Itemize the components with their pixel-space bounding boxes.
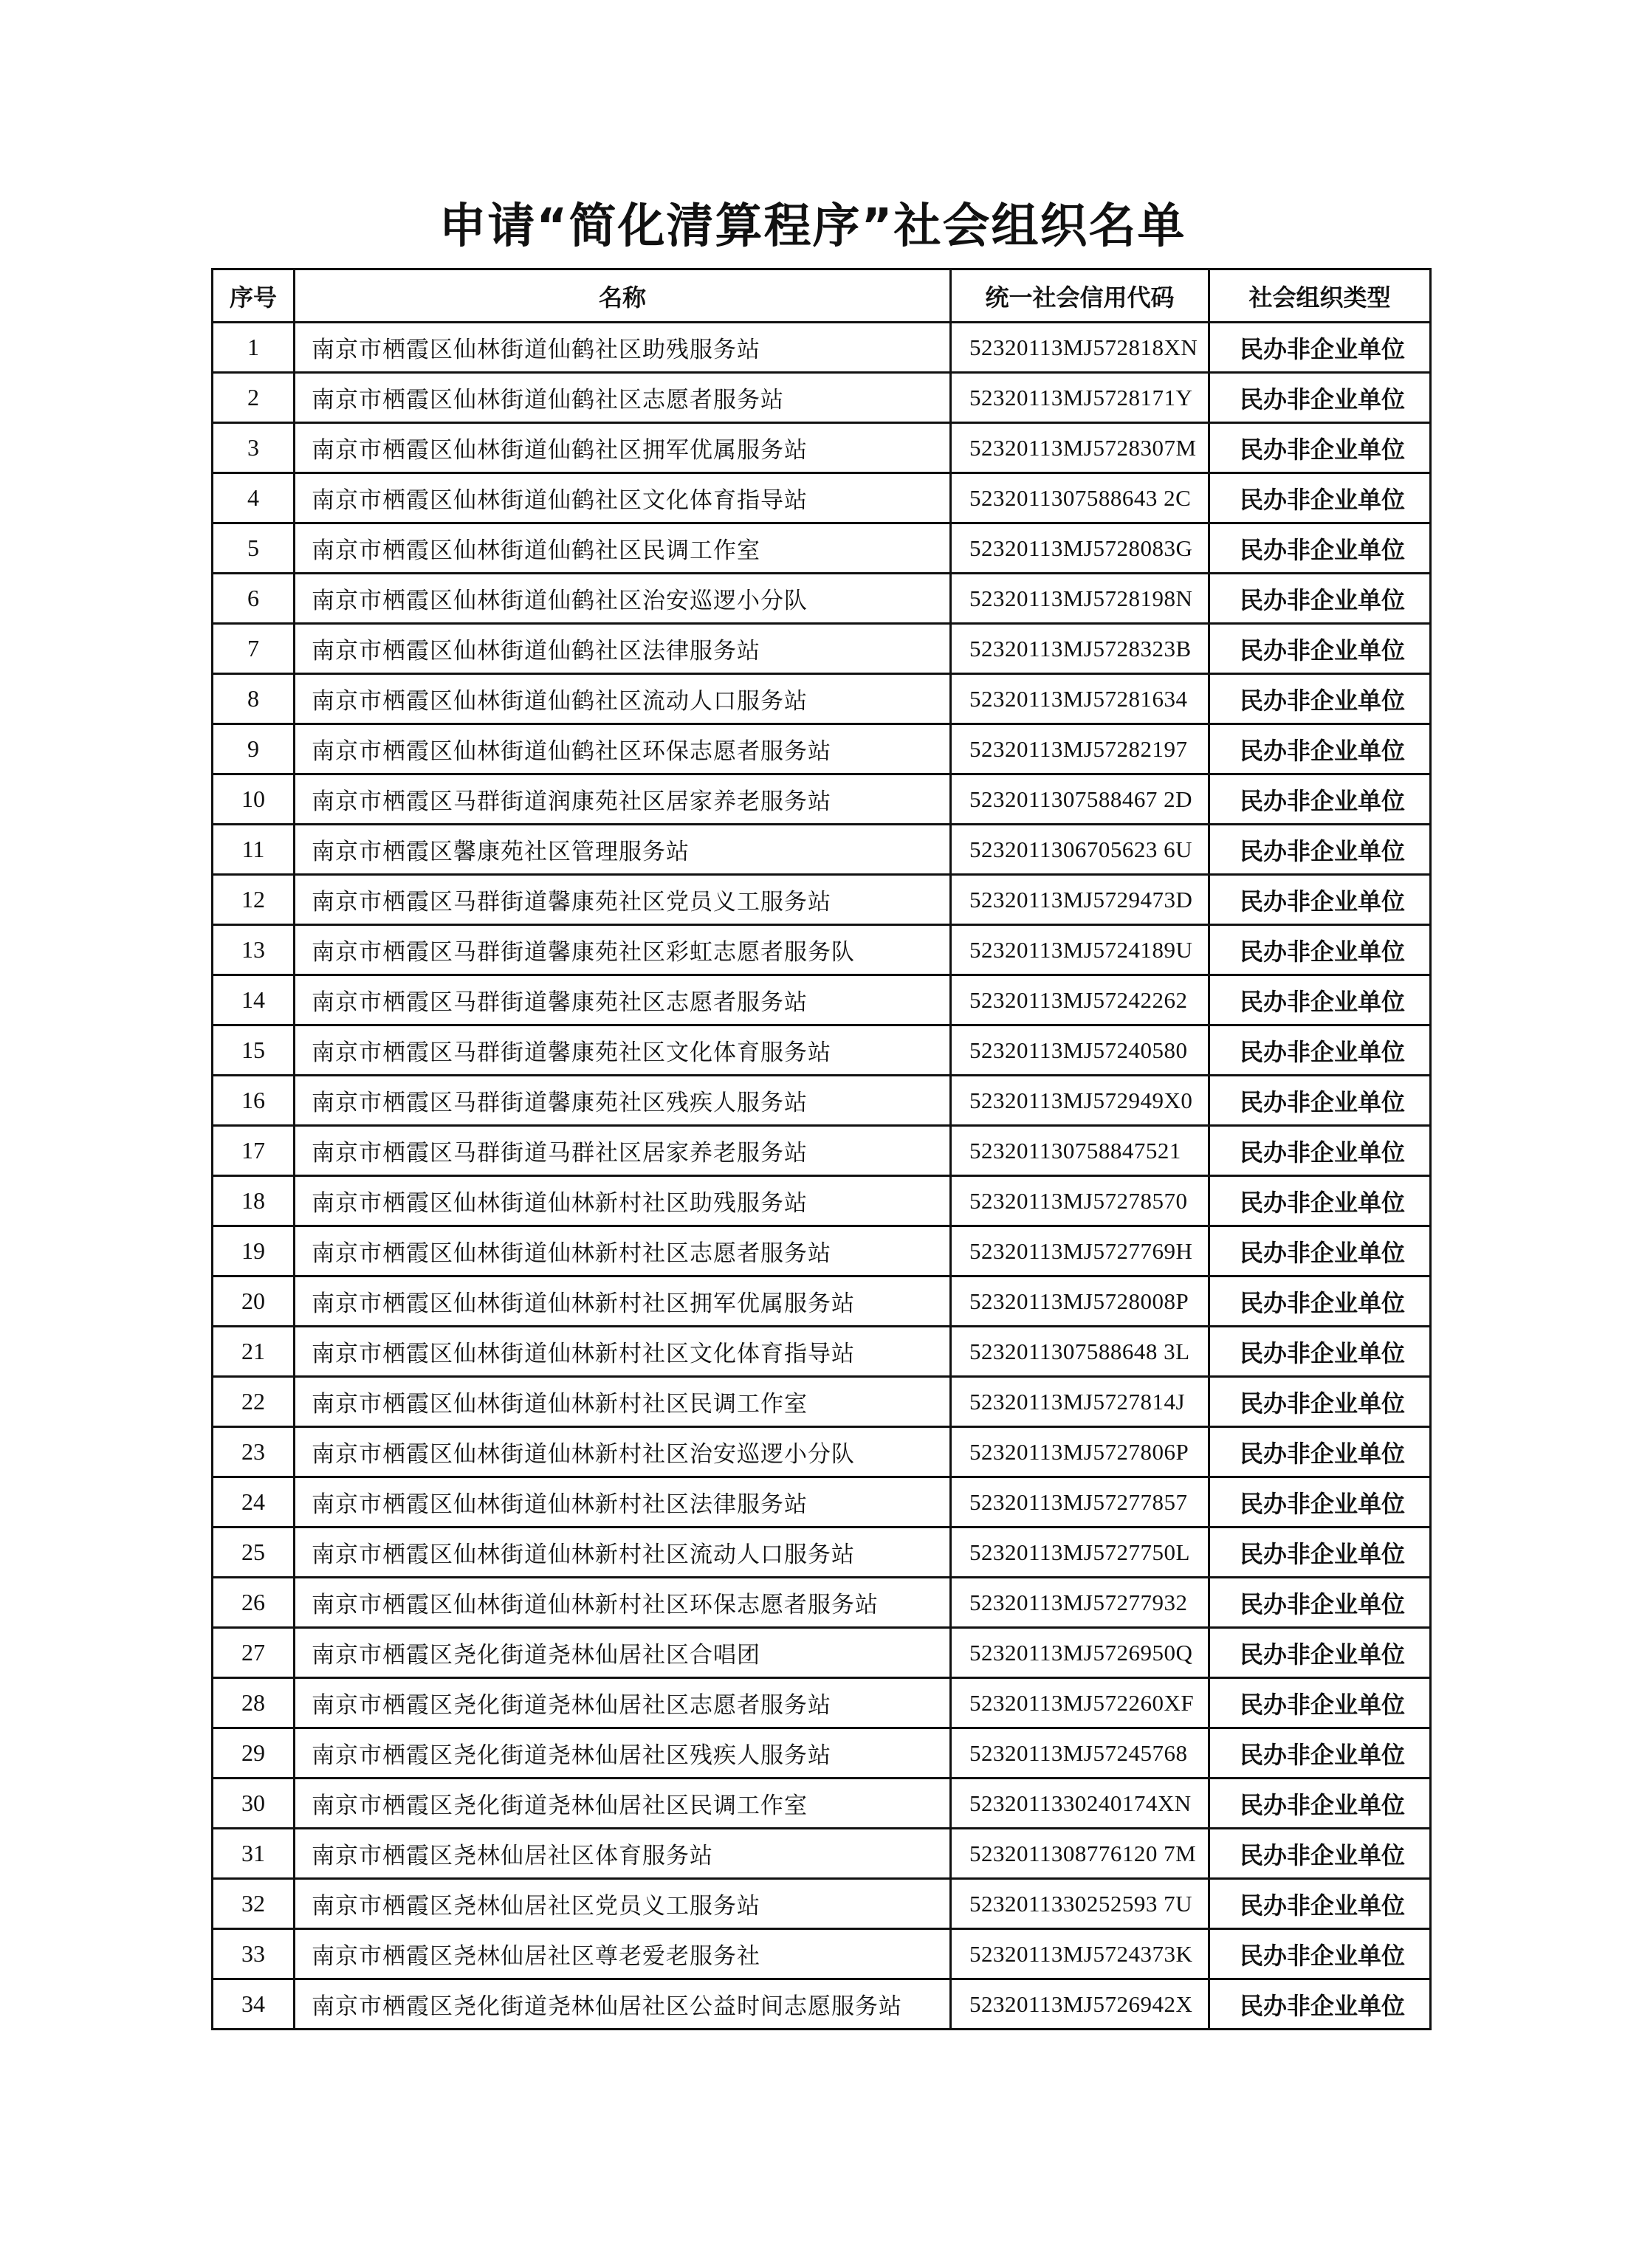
row-name: 南京市栖霞区仙林街道仙鹤社区流动人口服务站 — [295, 674, 951, 724]
row-index: 28 — [213, 1678, 295, 1728]
row-org-type: 民办非企业单位 — [1209, 523, 1431, 574]
table-row — [213, 1427, 1431, 1477]
row-org-type: 民办非企业单位 — [1209, 1427, 1431, 1477]
row-name: 南京市栖霞区尧化街道尧林仙居社区志愿者服务站 — [295, 1678, 951, 1728]
row-org-type: 民办非企业单位 — [1209, 624, 1431, 674]
table-row — [213, 1176, 1431, 1226]
row-index: 15 — [213, 1025, 295, 1076]
row-credit-code: 52320113MJ5724189U — [951, 925, 1209, 975]
row-index: 10 — [213, 774, 295, 825]
row-index: 4 — [213, 473, 295, 523]
row-org-type: 民办非企业单位 — [1209, 724, 1431, 774]
row-index: 30 — [213, 1779, 295, 1829]
row-org-type: 民办非企业单位 — [1209, 1226, 1431, 1276]
table-row — [213, 825, 1431, 875]
table-row — [213, 975, 1431, 1025]
table-row — [213, 423, 1431, 473]
document-title: 申请“简化清算程序”社会组织名单 — [439, 199, 1186, 254]
row-name: 南京市栖霞区尧化街道尧林仙居社区公益时间志愿服务站 — [295, 1979, 951, 2030]
table-row — [213, 1979, 1431, 2030]
table-row — [213, 1276, 1431, 1327]
row-credit-code: 52320113MJ57278570 — [951, 1176, 1209, 1226]
row-org-type: 民办非企业单位 — [1209, 875, 1431, 925]
row-name: 南京市栖霞区仙林街道仙鹤社区助残服务站 — [295, 323, 951, 373]
row-name: 南京市栖霞区尧林仙居社区体育服务站 — [295, 1829, 951, 1879]
row-org-type: 民办非企业单位 — [1209, 1377, 1431, 1427]
row-name: 南京市栖霞区尧林仙居社区尊老爱老服务社 — [295, 1929, 951, 1979]
row-name: 南京市栖霞区仙林街道仙鹤社区拥军优属服务站 — [295, 423, 951, 473]
header-org-type: 社会组织类型 — [1209, 269, 1431, 323]
row-org-type: 民办非企业单位 — [1209, 1176, 1431, 1226]
row-credit-code: 52320113MJ572818XN — [951, 323, 1209, 373]
table-row — [213, 1327, 1431, 1377]
row-index: 5 — [213, 523, 295, 574]
row-index: 2 — [213, 373, 295, 423]
table-row — [213, 1779, 1431, 1829]
row-index: 7 — [213, 624, 295, 674]
row-credit-code: 52320113MJ57277932 — [951, 1578, 1209, 1628]
table-body — [213, 323, 1431, 2030]
row-credit-code: 52320113MJ572949X0 — [951, 1076, 1209, 1126]
row-index: 27 — [213, 1628, 295, 1678]
row-credit-code: 52320113MJ57277857 — [951, 1477, 1209, 1528]
row-org-type: 民办非企业单位 — [1209, 1276, 1431, 1327]
row-credit-code: 52320113MJ57245768 — [951, 1728, 1209, 1779]
row-name: 南京市栖霞区仙林街道仙林新村社区拥军优属服务站 — [295, 1276, 951, 1327]
row-index: 24 — [213, 1477, 295, 1528]
row-name: 南京市栖霞区马群街道馨康苑社区文化体育服务站 — [295, 1025, 951, 1076]
table-header-row — [213, 269, 1431, 323]
table-row — [213, 774, 1431, 825]
row-index: 34 — [213, 1979, 295, 2030]
row-credit-code: 52320113MJ5728323B — [951, 624, 1209, 674]
row-credit-code: 52320113MJ5726950Q — [951, 1628, 1209, 1678]
row-name: 南京市栖霞区尧化街道尧林仙居社区民调工作室 — [295, 1779, 951, 1829]
row-org-type: 民办非企业单位 — [1209, 1076, 1431, 1126]
row-org-type: 民办非企业单位 — [1209, 825, 1431, 875]
table-row — [213, 373, 1431, 423]
row-name: 南京市栖霞区仙林街道仙林新村社区法律服务站 — [295, 1477, 951, 1528]
row-name: 南京市栖霞区仙林街道仙林新村社区环保志愿者服务站 — [295, 1578, 951, 1628]
row-credit-code: 5232011308776120 7M — [951, 1829, 1209, 1879]
row-credit-code: 5232011307588467 2D — [951, 774, 1209, 825]
table-row — [213, 724, 1431, 774]
row-index: 21 — [213, 1327, 295, 1377]
row-index: 16 — [213, 1076, 295, 1126]
row-index: 3 — [213, 423, 295, 473]
row-credit-code: 52320113MJ572260XF — [951, 1678, 1209, 1728]
organization-table — [211, 268, 1432, 2030]
row-org-type: 民办非企业单位 — [1209, 1327, 1431, 1377]
row-name: 南京市栖霞区馨康苑社区管理服务站 — [295, 825, 951, 875]
row-name: 南京市栖霞区仙林街道仙林新村社区流动人口服务站 — [295, 1528, 951, 1578]
row-name: 南京市栖霞区尧林仙居社区党员义工服务站 — [295, 1879, 951, 1929]
row-org-type: 民办非企业单位 — [1209, 1678, 1431, 1728]
table-row — [213, 1377, 1431, 1427]
row-name: 南京市栖霞区仙林街道仙林新村社区民调工作室 — [295, 1377, 951, 1427]
row-name: 南京市栖霞区仙林街道仙林新村社区文化体育指导站 — [295, 1327, 951, 1377]
table-row — [213, 1628, 1431, 1678]
row-org-type: 民办非企业单位 — [1209, 1025, 1431, 1076]
row-index: 12 — [213, 875, 295, 925]
row-credit-code: 52320113MJ5728171Y — [951, 373, 1209, 423]
row-index: 29 — [213, 1728, 295, 1779]
table-row — [213, 1076, 1431, 1126]
row-name: 南京市栖霞区仙林街道仙鹤社区民调工作室 — [295, 523, 951, 574]
row-org-type: 民办非企业单位 — [1209, 774, 1431, 825]
table-row — [213, 1528, 1431, 1578]
row-org-type: 民办非企业单位 — [1209, 1829, 1431, 1879]
table-row — [213, 523, 1431, 574]
row-credit-code: 52320113MJ5727806P — [951, 1427, 1209, 1477]
table-row — [213, 1226, 1431, 1276]
row-index: 31 — [213, 1829, 295, 1879]
row-name: 南京市栖霞区尧化街道尧林仙居社区残疾人服务站 — [295, 1728, 951, 1779]
table-row — [213, 1477, 1431, 1528]
row-credit-code: 5232011306705623 6U — [951, 825, 1209, 875]
row-index: 19 — [213, 1226, 295, 1276]
row-name: 南京市栖霞区仙林街道仙鹤社区治安巡逻小分队 — [295, 574, 951, 624]
row-name: 南京市栖霞区仙林街道仙鹤社区文化体育指导站 — [295, 473, 951, 523]
row-org-type: 民办非企业单位 — [1209, 473, 1431, 523]
row-name: 南京市栖霞区仙林街道仙林新村社区志愿者服务站 — [295, 1226, 951, 1276]
row-org-type: 民办非企业单位 — [1209, 323, 1431, 373]
row-credit-code: 52320113MJ5728008P — [951, 1276, 1209, 1327]
table-row — [213, 1829, 1431, 1879]
table-row — [213, 624, 1431, 674]
row-credit-code: 52320113MJ57242262 — [951, 975, 1209, 1025]
row-credit-code: 52320113MJ5728307M — [951, 423, 1209, 473]
row-credit-code: 5232011307588643 2C — [951, 473, 1209, 523]
row-index: 18 — [213, 1176, 295, 1226]
table-row — [213, 1728, 1431, 1779]
row-index: 32 — [213, 1879, 295, 1929]
row-name: 南京市栖霞区马群街道馨康苑社区党员义工服务站 — [295, 875, 951, 925]
row-org-type: 民办非企业单位 — [1209, 1628, 1431, 1678]
row-org-type: 民办非企业单位 — [1209, 1929, 1431, 1979]
row-org-type: 民办非企业单位 — [1209, 1979, 1431, 2030]
row-index: 20 — [213, 1276, 295, 1327]
row-credit-code: 523201130758847521 — [951, 1126, 1209, 1176]
row-org-type: 民办非企业单位 — [1209, 1879, 1431, 1929]
table-row — [213, 1578, 1431, 1628]
row-name: 南京市栖霞区马群街道馨康苑社区志愿者服务站 — [295, 975, 951, 1025]
row-index: 25 — [213, 1528, 295, 1578]
table-row — [213, 323, 1431, 373]
row-org-type: 民办非企业单位 — [1209, 1728, 1431, 1779]
row-credit-code: 52320113MJ5724373K — [951, 1929, 1209, 1979]
table-row — [213, 674, 1431, 724]
row-index: 26 — [213, 1578, 295, 1628]
row-name: 南京市栖霞区仙林街道仙鹤社区志愿者服务站 — [295, 373, 951, 423]
row-index: 1 — [213, 323, 295, 373]
row-index: 23 — [213, 1427, 295, 1477]
row-org-type: 民办非企业单位 — [1209, 925, 1431, 975]
row-credit-code: 52320113MJ57240580 — [951, 1025, 1209, 1076]
row-org-type: 民办非企业单位 — [1209, 674, 1431, 724]
row-credit-code: 52320113MJ5728083G — [951, 523, 1209, 574]
row-index: 17 — [213, 1126, 295, 1176]
table-row — [213, 1678, 1431, 1728]
row-index: 8 — [213, 674, 295, 724]
row-org-type: 民办非企业单位 — [1209, 1779, 1431, 1829]
row-org-type: 民办非企业单位 — [1209, 373, 1431, 423]
table-row — [213, 1025, 1431, 1076]
table-row — [213, 574, 1431, 624]
row-name: 南京市栖霞区尧化街道尧林仙居社区合唱团 — [295, 1628, 951, 1678]
row-index: 13 — [213, 925, 295, 975]
table-row — [213, 1879, 1431, 1929]
row-credit-code: 5232011307588648 3L — [951, 1327, 1209, 1377]
row-credit-code: 52320113MJ5729473D — [951, 875, 1209, 925]
row-index: 6 — [213, 574, 295, 624]
row-credit-code: 52320113MJ5727814J — [951, 1377, 1209, 1427]
row-org-type: 民办非企业单位 — [1209, 975, 1431, 1025]
table-row — [213, 473, 1431, 523]
row-credit-code: 52320113MJ5727769H — [951, 1226, 1209, 1276]
row-org-type: 民办非企业单位 — [1209, 1528, 1431, 1578]
row-name: 南京市栖霞区仙林街道仙鹤社区法律服务站 — [295, 624, 951, 674]
header-index: 序号 — [213, 269, 295, 323]
table-row — [213, 1126, 1431, 1176]
header-credit-code: 统一社会信用代码 — [951, 269, 1209, 323]
table-row — [213, 875, 1431, 925]
row-index: 22 — [213, 1377, 295, 1427]
row-index: 33 — [213, 1929, 295, 1979]
row-org-type: 民办非企业单位 — [1209, 574, 1431, 624]
row-name: 南京市栖霞区仙林街道仙林新村社区助残服务站 — [295, 1176, 951, 1226]
row-index: 11 — [213, 825, 295, 875]
header-name: 名称 — [295, 269, 951, 323]
row-credit-code: 52320113MJ5728198N — [951, 574, 1209, 624]
row-name: 南京市栖霞区马群街道马群社区居家养老服务站 — [295, 1126, 951, 1176]
row-name: 南京市栖霞区马群街道润康苑社区居家养老服务站 — [295, 774, 951, 825]
row-credit-code: 52320113MJ57282197 — [951, 724, 1209, 774]
table-row — [213, 1929, 1431, 1979]
row-credit-code: 52320113MJ5727750L — [951, 1528, 1209, 1578]
row-name: 南京市栖霞区仙林街道仙鹤社区环保志愿者服务站 — [295, 724, 951, 774]
row-org-type: 民办非企业单位 — [1209, 1578, 1431, 1628]
row-credit-code: 52320113MJ5726942X — [951, 1979, 1209, 2030]
row-index: 14 — [213, 975, 295, 1025]
row-name: 南京市栖霞区马群街道馨康苑社区彩虹志愿者服务队 — [295, 925, 951, 975]
row-credit-code: 52320113MJ57281634 — [951, 674, 1209, 724]
row-name: 南京市栖霞区马群街道馨康苑社区残疾人服务站 — [295, 1076, 951, 1126]
row-credit-code: 5232011330240174XN — [951, 1779, 1209, 1829]
row-name: 南京市栖霞区仙林街道仙林新村社区治安巡逻小分队 — [295, 1427, 951, 1477]
row-credit-code: 5232011330252593 7U — [951, 1879, 1209, 1929]
table-row — [213, 925, 1431, 975]
row-org-type: 民办非企业单位 — [1209, 1477, 1431, 1528]
row-index: 9 — [213, 724, 295, 774]
row-org-type: 民办非企业单位 — [1209, 423, 1431, 473]
row-org-type: 民办非企业单位 — [1209, 1126, 1431, 1176]
